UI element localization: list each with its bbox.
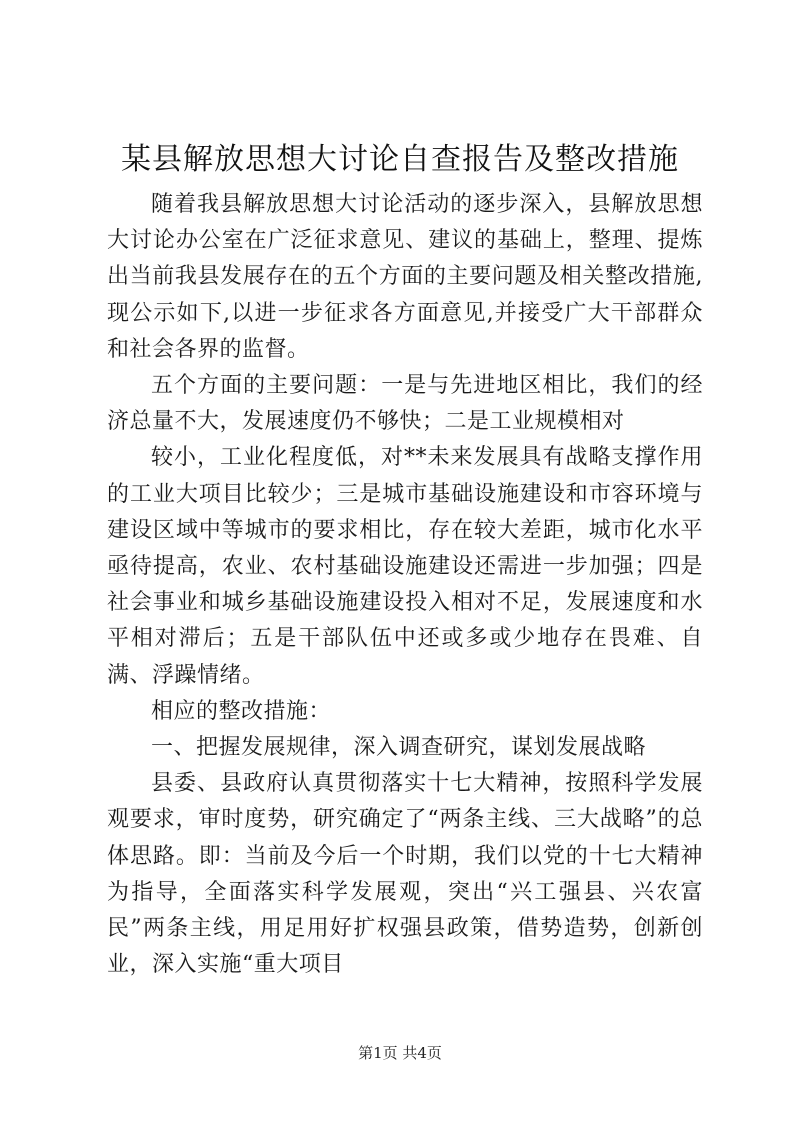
paragraph-intro: 随着我县解放思想大讨论活动的逐步深入，县解放思想大讨论办公室在广泛征求意见、建议的基础上，整理、提炼出当前我县发展存在的五个方面的主要问题及相关整改措施,现公示如下,以进一步征求各方面意见,并接受广大干部群众和社会各界的监督。 <box>107 192 703 362</box>
paragraph-measures-heading: 相应的整改措施： <box>151 698 332 724</box>
paragraph-problems-lead: 五个方面的主要问题：一是与先进地区相比，我们的经济总量不大，发展速度仍不够快；二是工业规模相对 <box>107 373 703 435</box>
paragraph-section-1: 县委、县政府认真贯彻落实十七大精神，按照科学发展观要求，审时度势，研究确定了“两条主线、三大战略”的总体思路。即：当前及今后一个时期，我们以党的十七大精神为指导，全面落实科学发展观，突出“兴工强县、兴农富民”两条主线，用足用好扩权强县政策，借势造势，创新创业，深入实施“重大项目 <box>107 771 703 978</box>
paragraph-problems-detail: 较小，工业化程度低，对**未来发展具有战略支撑作用的工业大项目比较少；三是城市基础设施建设和市容环境与建设区域中等城市的要求相比，存在较大差距，城市化水平亟待提高，农业、农村基础设施建设还需进一步加强；四是社会事业和城乡基础设施建设投入相对不足，发展速度和水平相对滞后；五是干部队伍中还或多或少地存在畏难、自满、浮躁情绪。 <box>107 445 703 688</box>
document-body <box>107 187 703 983</box>
section-heading-1: 一、把握发展规律，深入调查研究，谋划发展战略 <box>151 735 647 761</box>
document-title: 某县解放思想大讨论自查报告及整改措施 <box>121 142 679 177</box>
page-number-footer: 第1页 共4页 <box>358 1044 442 1062</box>
